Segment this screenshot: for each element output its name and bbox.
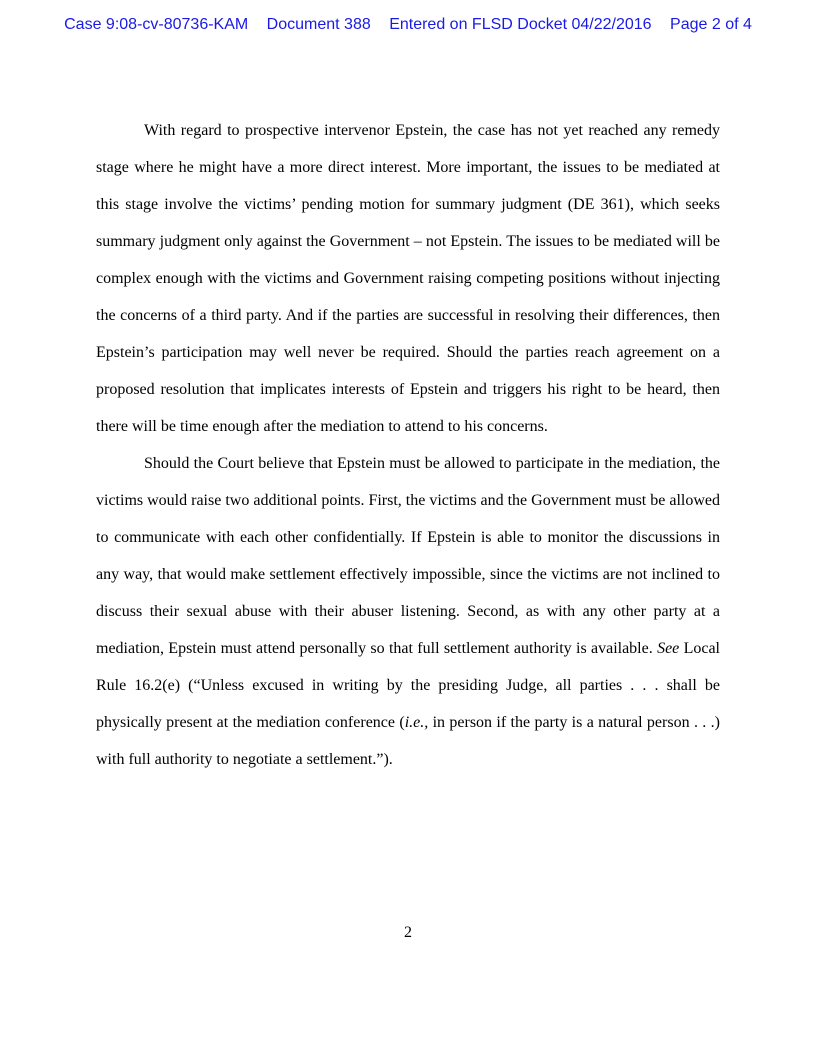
docket-document-number: Document 388 — [266, 16, 371, 33]
docket-page-count: Page 2 of 4 — [670, 16, 752, 33]
paragraph-2-part-2: Local Rule 16.2(e) (“Unless excused in writing by the presiding Judge, all parties . . . shall be physically present at the mediation conference ( — [96, 640, 721, 731]
paragraph-remedy-stage: With regard to prospective intervenor Epstein, the case has not yet reached any remedy stage where he might have a more direct interest. More important, the issues to be mediated at this stage involve the victims’ pending motion for summary judgment (DE 361), which seeks summary judgment only against the Government – not Epstein. The issues to be mediated will be complex enough with the victims and Government raising competing positions without injecting the concerns of a third party. And if the parties are successful in resolving their differences, then Epstein’s participation may well never be required. Should the parties reach agreement on a proposed resolution that implicates interests of Epstein and triggers his right to be heard, then there will be time enough after the mediation to attend to his concerns. — [96, 122, 720, 435]
docket-case-number: Case 9:08-cv-80736-KAM — [64, 16, 249, 33]
docket-entered-date: Entered on FLSD Docket 04/22/2016 — [389, 16, 652, 33]
docket-header — [0, 16, 816, 34]
see-signal: See — [657, 640, 680, 657]
paragraph-2-part-1: Should the Court believe that Epstein must be allowed to participate in the mediation, the victims would raise two additional points. First, the victims and the Government must be allowed to communicate with each other confidentially. If Epstein is able to monitor the discussions in any way, that would make settlement effectively impossible, since the victims are not inclined to discuss their sexual abuse with their abuser listening. Second, as with any other party at a mediation, Epstein must attend personally so that full settlement authority is available. — [96, 455, 720, 657]
ie-abbreviation: i.e., — [404, 714, 429, 731]
document-body — [96, 112, 720, 778]
paragraph-additional-points — [96, 445, 720, 778]
paragraph-2-part-3: in person if the party is a natural person . . .) with full authority to negotiate a settlement.”). — [96, 714, 720, 768]
page-number: 2 — [404, 924, 412, 941]
